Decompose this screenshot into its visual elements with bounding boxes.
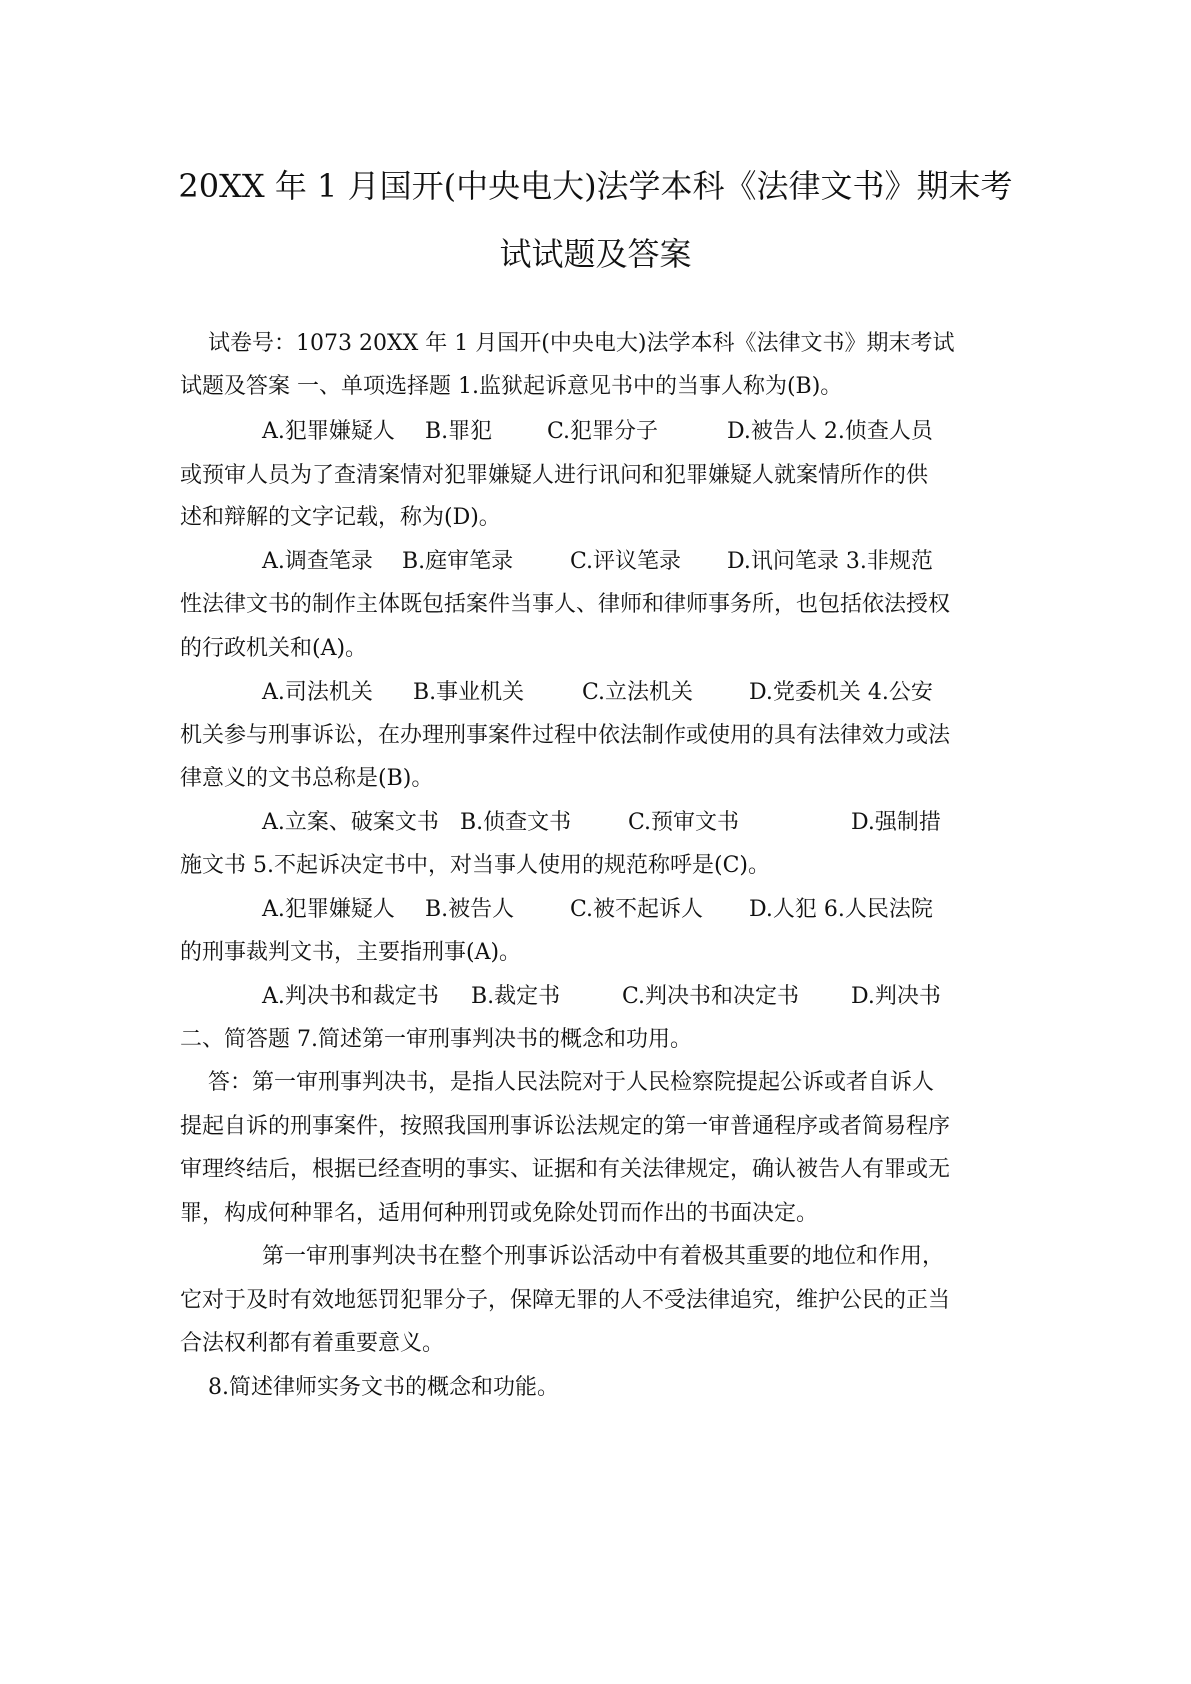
option-a: A.立案、破案文书 [262,810,439,835]
option-d: D.被告人 2.侦查人员 [727,419,933,444]
option-c: C.预审文书 [628,810,740,835]
paragraph-line: 机关参与刑事诉讼，在办理刑事案件过程中依法制作或使用的具有法律效力或法 [180,723,951,748]
option-c: C.被不起诉人 [570,897,704,922]
option-a: A.犯罪嫌疑人 [262,419,395,444]
option-b: B.庭审笔录 [402,549,514,574]
answer-line: 提起自诉的刑事案件，按照我国刑事诉讼法规定的第一审普通程序或者简易程序 [180,1114,951,1139]
option-c: C.立法机关 [582,680,694,705]
paragraph-line: 或预审人员为了查清案情对犯罪嫌疑人进行讯问和犯罪嫌疑人就案情所作的供 [180,463,929,488]
answer-line: 第一审刑事判决书在整个刑事诉讼活动中有着极其重要的地位和作用， [262,1244,945,1269]
question-1-options [262,418,1011,446]
paragraph-line: 施文书 5.不起诉决定书中，对当事人使用的规范称呼是(C)。 [180,853,770,878]
paragraph-line: 试题及答案 一、单项选择题 1.监狱起诉意见书中的当事人称为(B)。 [180,374,843,399]
option-c: C.犯罪分子 [547,419,659,444]
option-d: D.人犯 6.人民法院 [749,897,933,922]
option-b: B.事业机关 [413,680,525,705]
option-c: C.评议笔录 [570,549,682,574]
option-b: B.裁定书 [471,984,561,1009]
option-c: C.判决书和决定书 [622,984,800,1009]
section-heading: 二、简答题 7.简述第一审刑事判决书的概念和功用。 [180,1027,692,1052]
option-d: D.党委机关 4.公安 [749,680,933,705]
option-b: B.侦查文书 [460,810,572,835]
answer-line: 审理终结后，根据已经查明的事实、证据和有关法律规定，确认被告人有罪或无 [180,1157,951,1182]
option-a: A.司法机关 [262,680,373,705]
paragraph-line: 律意义的文书总称是(B)。 [180,766,434,791]
option-a: A.调查笔录 [262,549,373,574]
answer-line: 罪，构成何种罪名，适用何种刑罚或免除处罚而作出的书面决定。 [180,1201,819,1226]
document-title-line-2: 试试题及答案 [499,235,692,273]
question-8: 8.简述律师实务文书的概念和功能。 [208,1375,559,1400]
option-d: D.判决书 [851,984,941,1009]
question-4-options [262,809,1011,837]
option-b: B.被告人 [425,897,515,922]
answer-line: 答：第一审刑事判决书，是指人民法院对于人民检察院提起公诉或者自诉人 [208,1070,935,1095]
document-title-line-1: 20XX 年 1 月国开(中央电大)法学本科《法律文书》期末考 [178,167,1013,205]
answer-line: 合法权利都有着重要意义。 [180,1331,445,1356]
option-d: D.强制措 [851,810,941,835]
paragraph-line: 述和辩解的文字记载，称为(D)。 [180,505,501,530]
answer-line: 它对于及时有效地惩罚犯罪分子，保障无罪的人不受法律追究，维护公民的正当 [180,1288,951,1313]
question-2-options [262,548,1011,576]
question-5-options [262,896,1011,924]
paragraph-line: 试卷号：1073 20XX 年 1 月国开(中央电大)法学本科《法律文书》期末考试 [208,331,955,356]
paragraph-line: 的行政机关和(A)。 [180,636,368,661]
question-3-options [262,679,1011,707]
paragraph-line: 性法律文书的制作主体既包括案件当事人、律师和律师事务所，也包括依法授权 [180,592,951,617]
question-6-options [262,983,1011,1011]
paragraph-line: 的刑事裁判文书，主要指刑事(A)。 [180,940,522,965]
option-a: A.判决书和裁定书 [262,984,439,1009]
option-b: B.罪犯 [425,419,493,444]
option-d: D.讯问笔录 3.非规范 [727,549,933,574]
option-a: A.犯罪嫌疑人 [262,897,395,922]
